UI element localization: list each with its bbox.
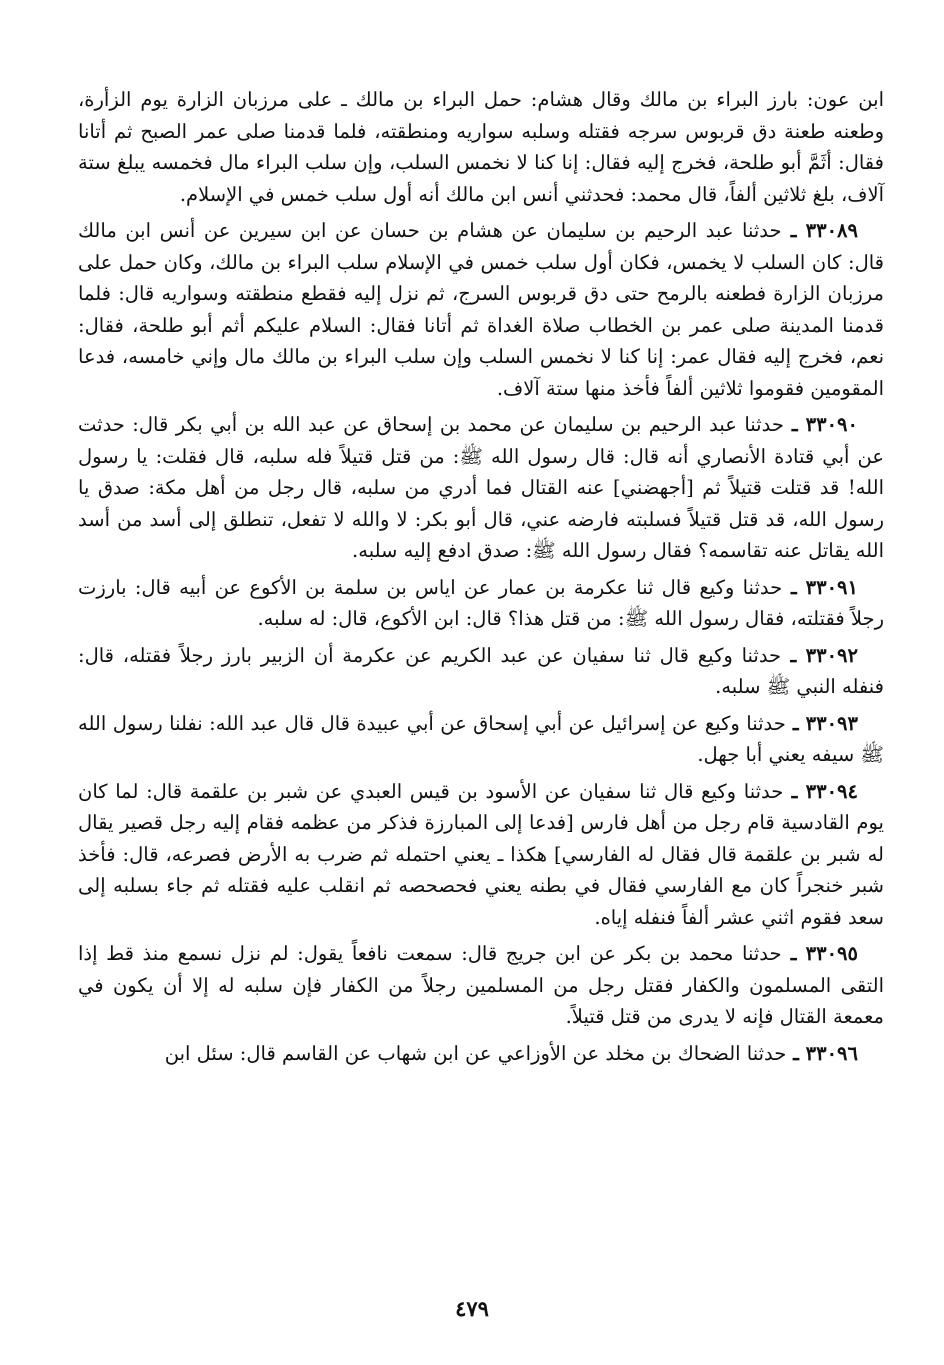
number-separator: ـ <box>783 413 806 436</box>
number-separator: ـ <box>783 779 806 803</box>
paragraph-continuation <box>78 84 884 210</box>
hadith-text: حدثنا وكيع قال ثنا عكرمة بن عمار عن اياس بن سلمة بن الأكوع عن أبيه قال: بارزت رجلاً فقتلته، فقال رسول الله ﷺ: من قتل هذا؟ قال: ابن الأكوع، قال: له سلبه. <box>78 575 884 630</box>
hadith-33092 <box>78 640 884 703</box>
hadith-text: حدثنا محمد بن بكر عن ابن جريج قال: سمعت نافعاً يقول: لم نزل نسمع منذ قط إذا التقى المسلمون والكفار فقتل رجل من المسلمين رجلاً من الكفار فإن سلبه له إلا أن يكون في معمعة القتال فإنه لا يدرى من قتل قتيلاً. <box>78 942 884 1028</box>
hadith-number: ٣٣٠٩٠ <box>805 413 858 436</box>
hadith-text: حدثنا وكيع قال ثنا سفيان عن الأسود بن قيس العبدي عن شبر بن علقمة قال: لما كان يوم القادسية قام رجل من أهل فارس [فدعا إلى المبارزة فذكر من عظمه فقام إليه رجل قصير يقال له شبر بن علقمة قال فقال له الفارسي] هكذا ـ يعني احتمله ثم ضرب به الأرض فصرعه، قال: فأخذ شبر خنجراً كان مع الفارسي فقال في بطنه يعني فحصحصه ثم انقلب عليه فقتله ثم جاء بسلبه إلى سعد فقوم اثني عشر ألفاً فنفله إياه. <box>78 779 884 929</box>
number-separator: ـ <box>781 643 806 667</box>
hadith-33096 <box>78 1038 884 1070</box>
hadith-text: حدثنا وكيع عن إسرائيل عن أبي إسحاق عن أبي عبيدة قال قال عبد الله: نفلنا رسول الله ﷺ سيفه يعني أبا جهل. <box>78 711 884 766</box>
hadith-33093 <box>78 708 884 771</box>
hadith-text: حدثنا الضحاك بن مخلد عن الأوزاعي عن ابن شهاب عن القاسم قال: سئل ابن <box>164 1041 787 1065</box>
hadith-text: حدثنا عبد الرحيم بن سليمان عن محمد بن إسحاق عن عبد الله بن أبي بكر قال: حدثت عن أبي قتادة الأنصاري أنه قال: قال رسول الله ﷺ: من قتل قتيلاً فله سلبه، قال فقلت: يا رسول الله! قد قتلت قتيلاً ثم [أجهضني] عنه القتال فما أدري من سلبه، قال رجل من أهل مكة: صدق يا رسول الله، قد قتل قتيلاً فسلبته فارضه عني، قال أبو بكر: لا والله لا تفعل، تنطلق إلى أسد من أسد الله يقاتل عنه تقاسمه؟ فقال رسول الله ﷺ: صدق ادفع إليه سلبه. <box>78 413 884 562</box>
number-separator: ـ <box>782 575 806 599</box>
hadith-number: ٣٣٠٩٦ <box>805 1041 858 1065</box>
hadith-number: ٣٣٠٩٥ <box>805 942 858 965</box>
number-separator: ـ <box>785 711 806 735</box>
hadith-number: ٣٣٠٩٢ <box>805 643 858 667</box>
number-separator: ـ <box>781 219 806 242</box>
hadith-text: حدثنا عبد الرحيم بن سليمان عن هشام بن حسان عن ابن سيرين عن أنس ابن مالك قال: كان السلب لا يخمس، فكان أول سلب خمس في الإسلام سلب البراء بن مالك، وكان حمل على مرزبان الزارة فطعنه بالرمح حتى دق قربوس السرج، ثم نزل إليه فقطع منطقته وسواريه قال: فلما قدمنا المدينة صلى عمر بن الخطاب صلاة الغداة ثم أتانا فقال: السلام عليكم أثم أبو طلحة، فقال: نعم، فخرج إليه فقال عمر: إنا كنا لا نخمس السلب وإن سلب البراء بن مالك مال وإني خامسه، فدعا المقومين فقوموا ثلاثين ألفاً فأخذ منها ستة آلاف. <box>78 219 884 400</box>
hadith-33089 <box>78 215 884 404</box>
hadith-33091 <box>78 572 884 635</box>
page-number: ٤٧٩ <box>455 1296 489 1321</box>
page-body <box>78 84 884 1074</box>
hadith-number: ٣٣٠٩٣ <box>805 711 858 735</box>
hadith-text: حدثنا وكيع قال ثنا سفيان عن عبد الكريم عن عكرمة أن الزبير بارز رجلاً فقتله، قال: فنفله النبي ﷺ سلبه. <box>78 643 884 698</box>
number-separator: ـ <box>781 942 806 965</box>
number-separator: ـ <box>786 1041 806 1065</box>
hadith-number: ٣٣٠٩٤ <box>805 779 858 803</box>
hadith-33095 <box>78 938 884 1033</box>
hadith-33094 <box>78 776 884 934</box>
hadith-number: ٣٣٠٩١ <box>805 575 859 599</box>
paragraph-text: ابن عون: بارز البراء بن مالك وقال هشام: حمل البراء بن مالك ـ على مرزبان الزارة يوم الزأرة، وطعنه طعنة دق قربوس سرجه فقتله وسلبه سواريه ومنطقته، فلما قدمنا صلى عمر الصبح ثم أتانا فقال: أثَمَّ أبو طلحة، فخرج إليه فقال: إنا كنا لا نخمس السلب، وإن سلب البراء مال فخمسه يبلغ ستة آلاف، بلغ ثلاثين ألفاً، قال محمد: فحدثني أنس ابن مالك أنه أول سلب خمس في الإسلام. <box>78 88 884 206</box>
hadith-number: ٣٣٠٨٩ <box>805 219 859 242</box>
hadith-33090 <box>78 409 884 567</box>
